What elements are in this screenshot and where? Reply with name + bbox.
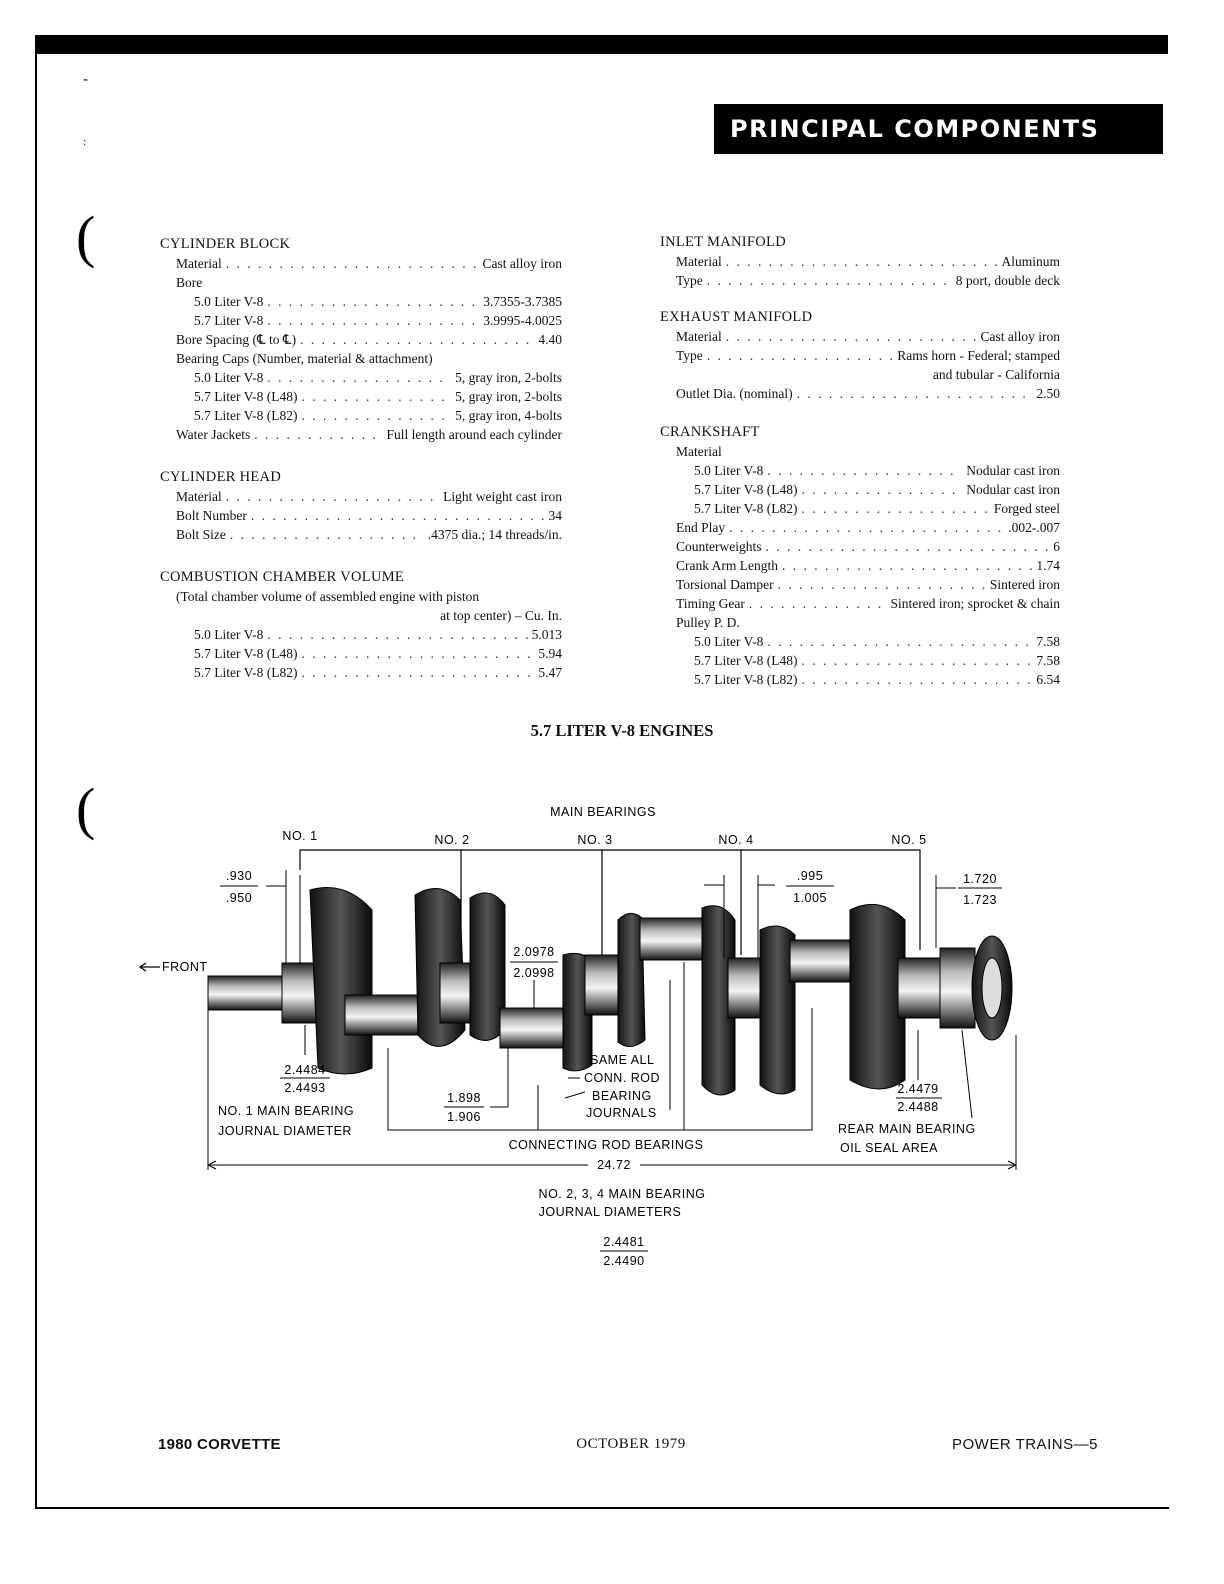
inlet-manifold-section: [660, 233, 1060, 290]
bottom-border-line: [35, 1507, 1169, 1509]
section-title: EXHAUST MANIFOLD: [660, 309, 813, 325]
spec-row: 5.0 Liter V-8 . . . 7.58: [660, 632, 1060, 651]
spec-row: 5.7 Liter V-8 (L48) . . . 5, gray iron, 2-bolts: [160, 387, 562, 406]
dim-1723: 1.723: [963, 893, 997, 907]
scan-mark: -: [83, 72, 89, 88]
spec-row: Type . . . 8 port, double deck: [660, 271, 1060, 290]
no1-label: NO. 1: [282, 829, 318, 843]
dim-24481: 2.4481: [603, 1235, 645, 1249]
no3-label: NO. 3: [577, 833, 613, 847]
sub-heading: Bore: [176, 275, 203, 290]
dim-1898: 1.898: [447, 1091, 481, 1105]
section-title: INLET MANIFOLD: [660, 234, 786, 250]
spec-row: 5.7 Liter V-8 (L82) . . . 6.54: [660, 670, 1060, 689]
same-all-line3: BEARING: [592, 1089, 652, 1103]
section-note: (Total chamber volume of assembled engine with piston: [176, 589, 480, 604]
dim-24484: 2.4484: [284, 1063, 326, 1077]
left-spec-column: [160, 235, 562, 698]
spec-row: 5.0 Liter V-8 . . . 3.7355-3.7385: [160, 292, 562, 311]
dim-24493: 2.4493: [284, 1081, 326, 1095]
spec-row: 5.7 Liter V-8 (L48) . . . 5.94: [160, 644, 562, 663]
sub-heading: Bearing Caps (Number, material & attachment): [176, 351, 433, 366]
dim-20998: 2.0998: [513, 966, 555, 980]
cylinder-head-section: [160, 468, 562, 544]
front-label: FRONT: [162, 960, 208, 974]
binder-hole-mark: (: [76, 776, 96, 841]
spec-row: 5.7 Liter V-8 (L82) . . . Forged steel: [660, 499, 1060, 518]
no1-main-label-line1: NO. 1 MAIN BEARING: [218, 1104, 355, 1118]
spec-row: Timing Gear . . . Sintered iron; sprocket & chain: [660, 594, 1060, 613]
diagram-title: 5.7 LITER V-8 ENGINES: [530, 721, 714, 740]
dim-930: .930: [225, 869, 253, 883]
dim-24488: 2.4488: [897, 1100, 939, 1114]
spec-row: 5.7 Liter V-8 (L82) . . . 5, gray iron, 4-bolts: [160, 406, 562, 425]
spec-row: Bolt Size . . . .4375 dia.; 14 threads/in.: [160, 525, 562, 544]
spec-row: Material . . . Aluminum: [660, 252, 1060, 271]
footer-model: 1980 CORVETTE: [158, 1436, 281, 1453]
spec-row: 5.7 Liter V-8 (L82) . . . 5.47: [160, 663, 562, 682]
dim-995: .995: [796, 869, 824, 883]
dim-1720-leader: [936, 875, 956, 948]
spec-row: Bore Spacing (℄ to ℄) . . . 4.40: [160, 330, 562, 349]
spec-row: Counterweights . . . 6: [660, 537, 1060, 556]
dim-20978: 2.0978: [513, 945, 555, 959]
same-all-line2: CONN. ROD: [584, 1071, 661, 1085]
dim-1005: 1.005: [793, 891, 827, 905]
footer-date: OCTOBER 1979: [576, 1436, 686, 1452]
no4-label: NO. 4: [718, 833, 754, 847]
cylinder-block-section: [160, 235, 562, 444]
rear-main-line1: REAR MAIN BEARING: [838, 1122, 976, 1136]
spec-row: Bolt Number . . . 34: [160, 506, 562, 525]
page-banner: PRINCIPAL COMPONENTS: [714, 104, 1163, 154]
spec-row: Material . . . Cast alloy iron: [160, 254, 562, 273]
right-spec-column: [660, 233, 1060, 705]
section-title: CRANKSHAFT: [660, 424, 760, 440]
mid-journal-line1: NO. 2, 3, 4 MAIN BEARING: [538, 1187, 706, 1201]
crankshaft-diagram: [0, 776, 1224, 1280]
no1-main-label-line2: JOURNAL DIAMETER: [218, 1124, 352, 1138]
front-arrow-icon: [140, 963, 160, 971]
section-title: COMBUSTION CHAMBER VOLUME: [160, 569, 405, 585]
conn-rod-label: CONNECTING ROD BEARINGS: [508, 1138, 704, 1152]
spec-row: End Play . . . .002-.007: [660, 518, 1060, 537]
exhaust-manifold-section: [660, 308, 1060, 403]
spec-row: Torsional Damper . . . Sintered iron: [660, 575, 1060, 594]
spec-row: Crank Arm Length . . . 1.74: [660, 556, 1060, 575]
dim-24490: 2.4490: [603, 1254, 645, 1268]
spec-row: 5.7 Liter V-8 (L48) . . . 7.58: [660, 651, 1060, 670]
binder-hole-mark: (: [76, 204, 96, 269]
no2-label: NO. 2: [434, 833, 470, 847]
sub-heading: Pulley P. D.: [676, 615, 740, 630]
no5-label: NO. 5: [891, 833, 927, 847]
spec-row: Material . . . Cast alloy iron: [660, 327, 1060, 346]
sub-heading: Material: [676, 444, 722, 459]
dim-950: .950: [225, 891, 253, 905]
spec-row: Type . . . Rams horn - Federal; stamped: [660, 346, 1060, 365]
spec-row: 5.7 Liter V-8 . . . 3.9995-4.0025: [160, 311, 562, 330]
left-border-line: [35, 35, 37, 1509]
overall-length-label: 24.72: [597, 1158, 631, 1172]
dim-1898-leader: [490, 1048, 508, 1107]
dim-24479: 2.4479: [897, 1082, 939, 1096]
dim-1720: 1.720: [963, 872, 997, 886]
spec-row: 5.7 Liter V-8 (L48) . . . Nodular cast iron: [660, 480, 1060, 499]
dim-1906: 1.906: [447, 1110, 481, 1124]
spec-row: Water Jackets . . . Full length around each cylinder: [160, 425, 562, 444]
dim-930-leader: [266, 870, 300, 965]
same-all-line4: JOURNALS: [586, 1106, 657, 1120]
main-bearings-label: MAIN BEARINGS: [550, 805, 656, 819]
spec-row: 5.0 Liter V-8 . . . Nodular cast iron: [660, 461, 1060, 480]
spec-row: Material . . . Light weight cast iron: [160, 487, 562, 506]
top-border-bar: [36, 35, 1168, 54]
same-all-line1: SAME ALL: [590, 1053, 655, 1067]
section-note: at top center) – Cu. In.: [440, 608, 562, 623]
section-title: CYLINDER BLOCK: [160, 236, 291, 252]
spec-continuation: and tubular - California: [932, 367, 1060, 382]
spec-row: 5.0 Liter V-8 . . . 5.013: [160, 625, 562, 644]
mid-journal-line2: JOURNAL DIAMETERS: [538, 1205, 682, 1219]
footer-page: POWER TRAINS—5: [952, 1436, 1098, 1453]
crankshaft-section: [660, 423, 1060, 689]
scan-mark: :: [83, 137, 87, 148]
section-title: CYLINDER HEAD: [160, 469, 282, 485]
rear-main-line2: OIL SEAL AREA: [840, 1141, 938, 1155]
spec-row: 5.0 Liter V-8 . . . 5, gray iron, 2-bolts: [160, 368, 562, 387]
spec-row: Outlet Dia. (nominal) . . . 2.50: [660, 384, 1060, 403]
combustion-chamber-section: [160, 568, 562, 682]
